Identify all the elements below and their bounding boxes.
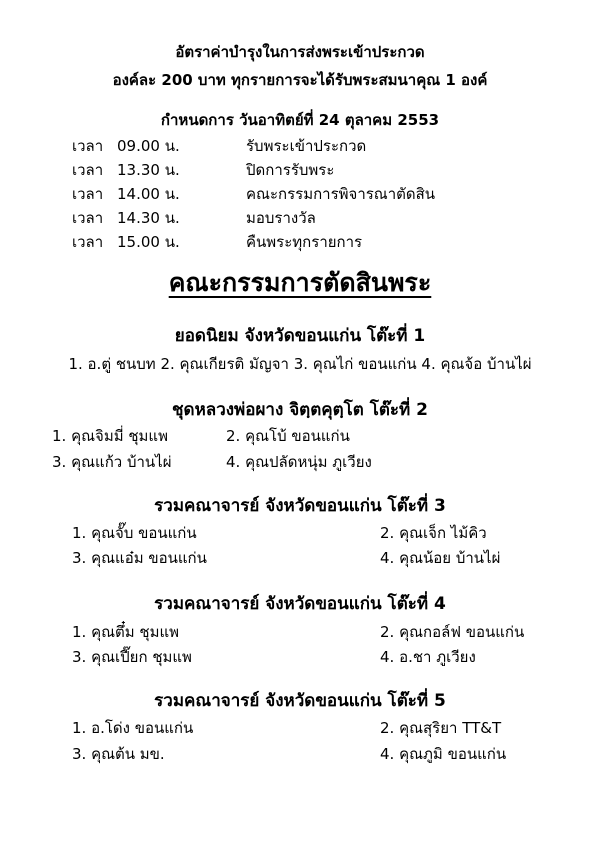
schedule-title: กำหนดการ วันอาทิตย์ที่ 24 ตุลาคม 2553 [160, 111, 440, 129]
table-4-member: 4. อ.ชา ภูเวียง [380, 648, 476, 666]
schedule-time: 09.00 น. [117, 137, 180, 155]
schedule-label: เวลา [72, 209, 104, 227]
table-1-title: ยอดนิยม จังหวัดขอนแก่น โต๊ะที่ 1 [174, 326, 426, 346]
table-5-member: 4. คุณภูมิ ขอนแก่น [380, 745, 507, 763]
schedule-activity: ปิดการรับพระ [246, 161, 335, 179]
table-4-member: 3. คุณเปี๊ยก ชุมแพ [72, 648, 192, 666]
schedule-activity: คณะกรรมการพิจารณาตัดสิน [246, 185, 436, 203]
table-5-member: 1. อ.โด่ง ขอนแก่น [72, 719, 194, 737]
schedule-time: 14.30 น. [117, 209, 180, 227]
schedule-label: เวลา [72, 233, 104, 251]
table-1-members: 1. อ.ตู่ ชนบท 2. คุณเกียรติ มัญจา 3. คุณไก่ ขอนแก่น 4. คุณจ้อ บ้านไผ่ [68, 355, 532, 373]
schedule-time: 14.00 น. [117, 185, 180, 203]
table-5-member: 2. คุณสุริยา TT&T [380, 719, 502, 737]
table-2-member: 2. คุณโบ้ ขอนแก่น [226, 427, 350, 445]
table-2-member: 1. คุณจิมมี่ ชุมแพ [52, 427, 168, 445]
schedule-activity: รับพระเข้าประกวด [246, 137, 367, 155]
table-2-member: 3. คุณแก้ว บ้านไผ่ [52, 453, 172, 471]
table-4-member: 1. คุณตึ๋ม ชุมแพ [72, 623, 180, 641]
schedule-label: เวลา [72, 185, 104, 203]
table-2-title: ชุดหลวงพ่อผาง จิตฺตคุตฺโต โต๊ะที่ 2 [172, 400, 428, 420]
schedule-row [0, 134, 600, 158]
schedule-activity: คืนพระทุกรายการ [246, 233, 363, 251]
schedule-time: 15.00 น. [117, 233, 180, 251]
committee-title-text: คณะกรรมการตัดสินพระ [168, 268, 432, 297]
schedule-label: เวลา [72, 161, 104, 179]
table-3-member: 1. คุณจั๊บ ขอนแก่น [72, 524, 197, 542]
table-5-member: 3. คุณต้น มข. [72, 745, 165, 763]
schedule-row [0, 182, 600, 206]
schedule-label: เวลา [72, 137, 104, 155]
table-5-title: รวมคณาจารย์ จังหวัดขอนแก่น โต๊ะที่ 5 [154, 691, 446, 711]
fee-heading: อัตราค่าบำรุงในการส่งพระเข้าประกวด [175, 43, 425, 61]
schedule-row [0, 230, 600, 254]
table-3-member: 4. คุณน้อย บ้านไผ่ [380, 549, 501, 567]
table-3-member: 3. คุณแอ๋ม ขอนแก่น [72, 549, 207, 567]
table-2-member: 4. คุณปลัดหนุ่ม ภูเวียง [226, 453, 372, 471]
table-4-member: 2. คุณกอล์ฟ ขอนแก่น [380, 623, 525, 641]
table-4-title: รวมคณาจารย์ จังหวัดขอนแก่น โต๊ะที่ 4 [154, 594, 446, 614]
fee-detail: องค์ละ 200 บาท ทุกรายการจะได้รับพระสมนาคุณ 1 องค์ [112, 71, 488, 89]
schedule-activity: มอบรางวัล [246, 209, 316, 227]
committee-title [0, 266, 600, 300]
table-3-title: รวมคณาจารย์ จังหวัดขอนแก่น โต๊ะที่ 3 [154, 496, 446, 516]
schedule-row [0, 206, 600, 230]
schedule-row [0, 158, 600, 182]
schedule-time: 13.30 น. [117, 161, 180, 179]
table-3-member: 2. คุณเจ็ก ไม้คิว [380, 524, 487, 542]
